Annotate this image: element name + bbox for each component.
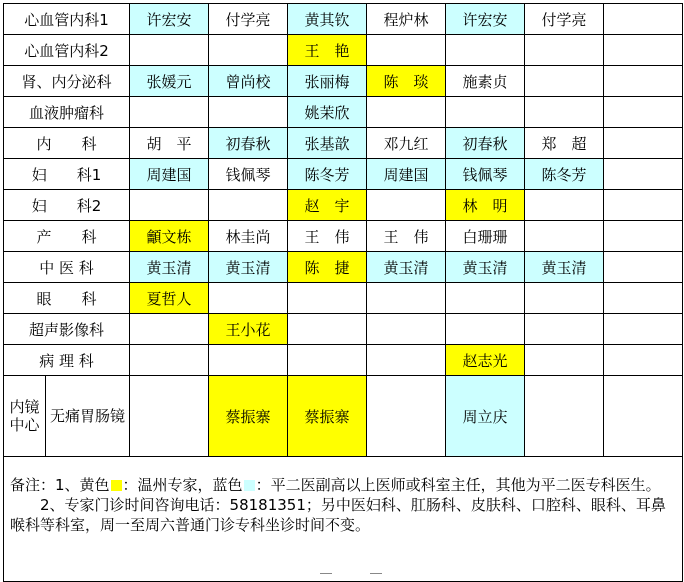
doctor-cell [209,35,288,66]
dept-cell: 妇 科2 [4,190,130,221]
table-row [4,221,683,252]
sub-dept-cell: 无痛胃肠镜 [46,376,130,457]
doctor-cell: 张基歆 [288,128,367,159]
doctor-cell [288,283,367,314]
doctor-cell: 黄玉清 [446,252,525,283]
doctor-cell: 邓九红 [367,128,446,159]
doctor-cell [367,35,446,66]
doctor-cell [367,190,446,221]
doctor-cell: 王小花 [209,314,288,345]
doctor-cell: 张丽梅 [288,66,367,97]
doctor-cell [446,314,525,345]
table-row [4,4,683,35]
doctor-cell [525,314,604,345]
doctor-cell [130,314,209,345]
doctor-cell: 王 伟 [367,221,446,252]
doctor-cell: 夏哲人 [130,283,209,314]
note-yellow-text: ：温州专家，蓝色 [122,476,243,494]
doctor-cell [604,190,683,221]
dept-cell: 心血管内科1 [4,4,130,35]
doctor-cell: 蔡振寨 [288,376,367,457]
dept-cell: 病 理 科 [4,345,130,376]
doctor-cell: 王 伟 [288,221,367,252]
note-cell [4,457,683,582]
doctor-cell [604,128,683,159]
doctor-cell [604,314,683,345]
doctor-cell: 蔡振寨 [209,376,288,457]
divider [370,573,382,574]
table-row [4,128,683,159]
doctor-cell [525,190,604,221]
table-row-endoscopy [4,376,683,457]
doctor-cell [604,97,683,128]
doctor-cell [446,97,525,128]
table-row [4,252,683,283]
table-row [4,35,683,66]
dept-cell: 超声影像科 [4,314,130,345]
doctor-cell [209,190,288,221]
doctor-cell: 张媛元 [130,66,209,97]
doctor-cell [604,66,683,97]
doctor-cell: 陈 捷 [288,252,367,283]
note-blue-text: ：平二医副高以上医师或科室主任，其他为平二医专科医生。 [255,476,661,494]
doctor-cell: 施素贞 [446,66,525,97]
doctor-cell: 陈冬芳 [525,159,604,190]
doctor-cell [367,97,446,128]
doctor-cell [604,221,683,252]
doctor-cell: 黄玉清 [525,252,604,283]
doctor-cell [604,35,683,66]
doctor-cell [604,376,683,457]
dept-cell: 内 科 [4,128,130,159]
doctor-cell: 白珊珊 [446,221,525,252]
table-row [4,283,683,314]
doctor-cell [130,190,209,221]
doctor-cell: 赵 宇 [288,190,367,221]
doctor-cell: 郑 超 [525,128,604,159]
note-line2: 2、专家门诊时间咨询电话：58181351；另中医妇科、肛肠科、皮肤科、口腔科、眼科、耳鼻喉科等科室，周一至周六普通门诊专科坐诊时间不变。 [10,496,666,534]
note-prefix: 备注：1、黄色 [10,476,110,494]
doctor-cell [367,283,446,314]
doctor-cell: 林 明 [446,190,525,221]
doctor-cell [288,345,367,376]
table-row [4,190,683,221]
dept-cell: 血液肿瘤科 [4,97,130,128]
doctor-cell: 周建国 [130,159,209,190]
doctor-cell [525,66,604,97]
doctor-cell: 陈 琰 [367,66,446,97]
doctor-cell [604,4,683,35]
doctor-cell [209,345,288,376]
dept-cell: 妇 科1 [4,159,130,190]
doctor-cell: 胡 平 [130,128,209,159]
doctor-cell: 钱佩琴 [446,159,525,190]
doctor-cell: 许宏安 [446,4,525,35]
dept-cell-endoscopy [4,376,46,457]
table-row [4,159,683,190]
doctor-cell [130,376,209,457]
schedule-table [3,3,683,582]
doctor-cell [446,35,525,66]
doctor-cell: 黄玉清 [209,252,288,283]
doctor-cell: 黄玉清 [367,252,446,283]
doctor-cell: 黄其钦 [288,4,367,35]
dept-cell: 产 科 [4,221,130,252]
doctor-cell [525,35,604,66]
doctor-cell [604,252,683,283]
doctor-cell [130,97,209,128]
doctor-cell [367,314,446,345]
doctor-cell: 许宏安 [130,4,209,35]
dept-label-line1: 内镜 [9,398,40,416]
doctor-cell [130,35,209,66]
table-row [4,345,683,376]
dept-cell: 中 医 科 [4,252,130,283]
doctor-cell [525,97,604,128]
doctor-cell: 曾尚校 [209,66,288,97]
yellow-swatch-icon [111,480,122,491]
doctor-cell [446,283,525,314]
doctor-cell [525,376,604,457]
doctor-cell [209,97,288,128]
doctor-cell [604,159,683,190]
doctor-cell: 赵志光 [446,345,525,376]
doctor-cell: 付学亮 [209,4,288,35]
table-row [4,97,683,128]
doctor-cell: 周立庆 [446,376,525,457]
doctor-cell: 周建国 [367,159,446,190]
doctor-cell: 程炉林 [367,4,446,35]
doctor-cell: 陈冬芳 [288,159,367,190]
doctor-cell [209,283,288,314]
doctor-cell [525,345,604,376]
doctor-cell: 付学亮 [525,4,604,35]
doctor-cell: 王 艳 [288,35,367,66]
doctor-cell: 龥文栋 [130,221,209,252]
dept-cell: 眼 科 [4,283,130,314]
doctor-cell [525,283,604,314]
doctor-cell [367,376,446,457]
blue-swatch-icon [244,480,255,491]
doctor-cell: 黄玉清 [130,252,209,283]
divider [320,573,332,574]
doctor-cell [604,345,683,376]
table-row [4,66,683,97]
doctor-cell [288,314,367,345]
doctor-cell: 钱佩琴 [209,159,288,190]
doctor-cell: 林圭尚 [209,221,288,252]
dept-cell: 心血管内科2 [4,35,130,66]
doctor-cell: 初春秋 [209,128,288,159]
doctor-cell: 初春秋 [446,128,525,159]
dept-cell: 肾、内分泌科 [4,66,130,97]
doctor-cell: 姚茉欣 [288,97,367,128]
table-row [4,314,683,345]
doctor-cell [604,283,683,314]
doctor-cell [130,345,209,376]
doctor-cell [367,345,446,376]
dept-label-line2: 中心 [9,416,40,434]
doctor-cell [525,221,604,252]
